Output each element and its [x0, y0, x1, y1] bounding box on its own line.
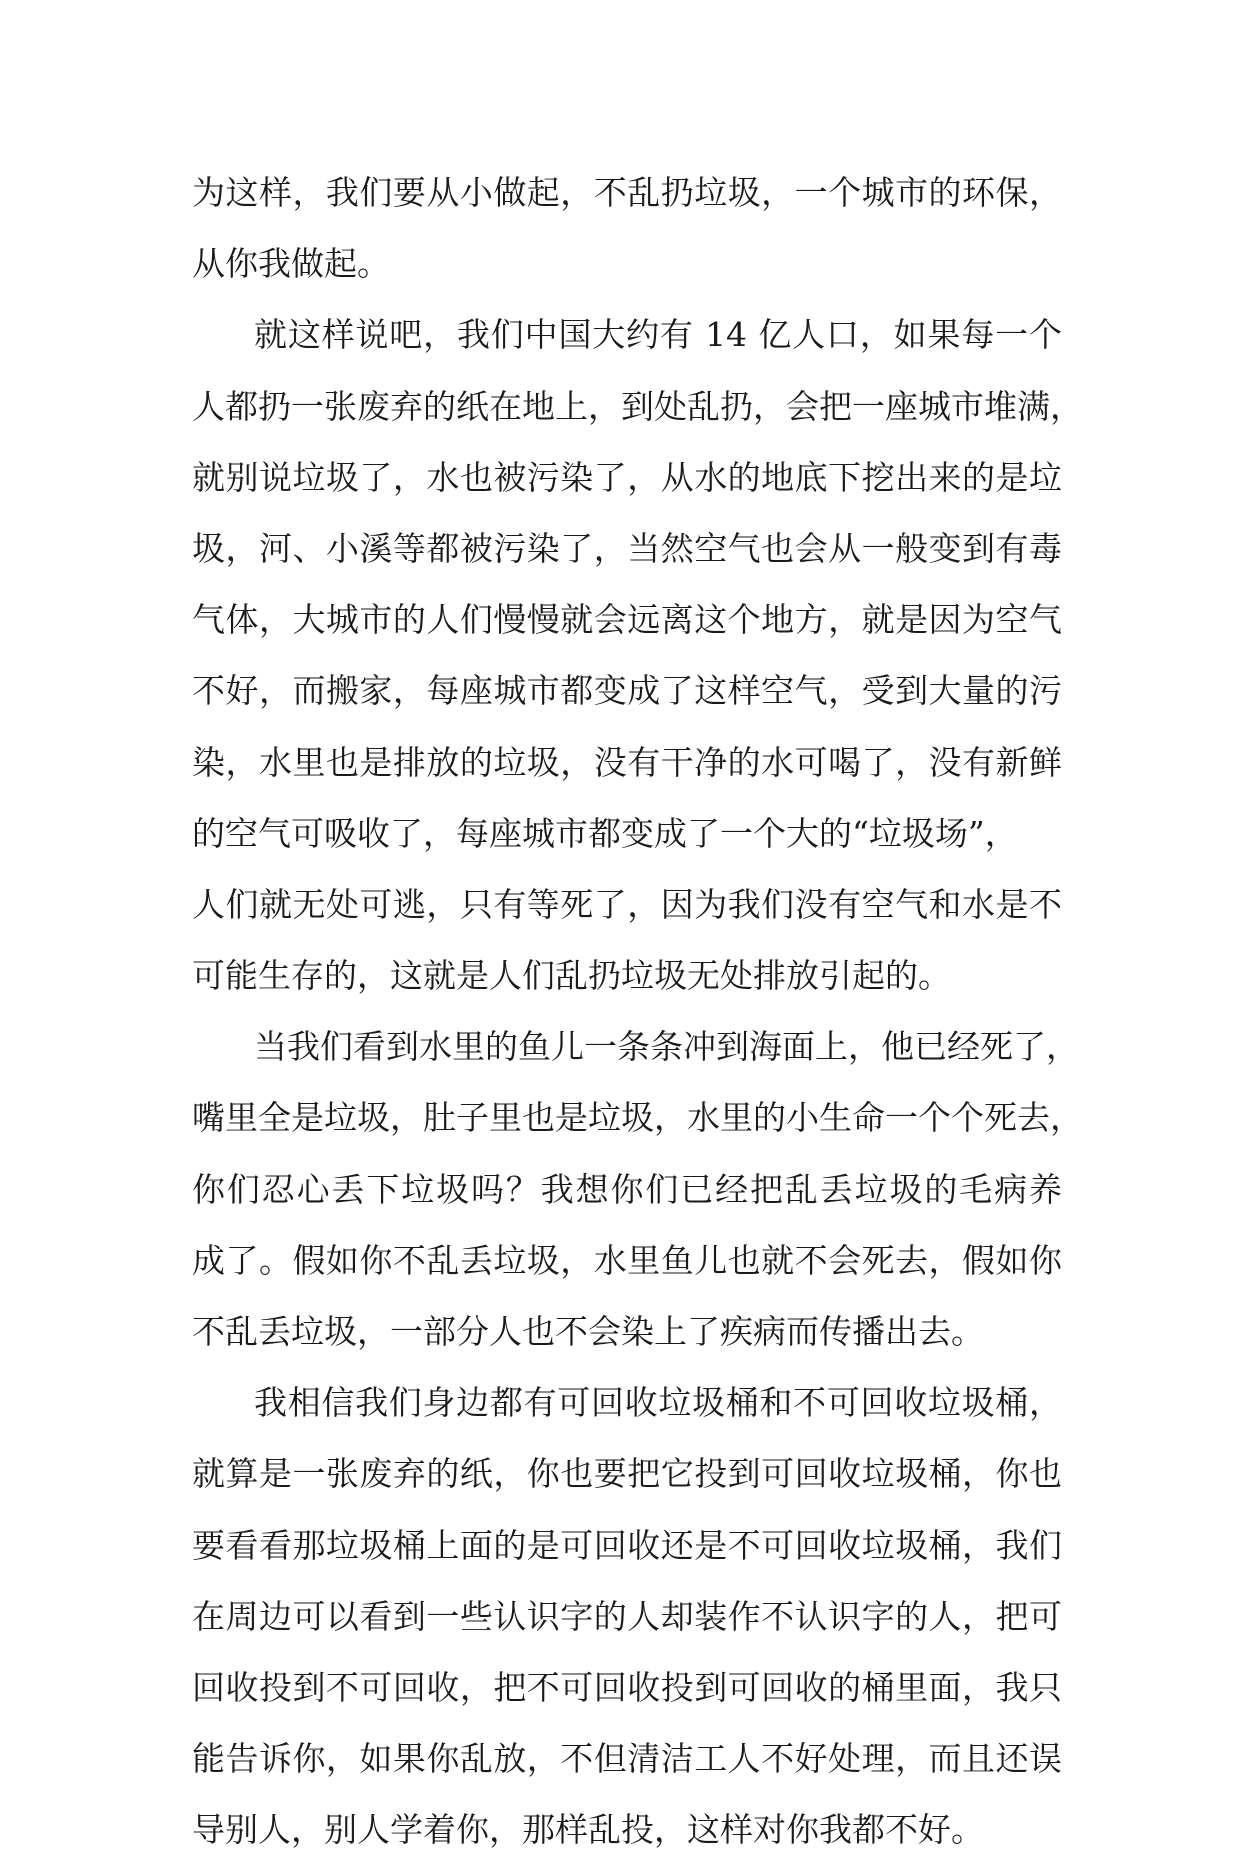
text-line: 嘴里全是垃圾，肚子里也是垃圾，水里的小生命一个个死去，: [192, 1098, 1083, 1138]
text-line: 从你我做起。: [192, 244, 390, 284]
text-line: 人们就无处可逃，只有等死了，因为我们没有空气和水是不: [192, 884, 1062, 924]
text-line: 人都扔一张废弃的纸在地上，到处乱扔，会把一座城市堆满，: [192, 386, 1083, 426]
text-line: 成了。假如你不乱丢垃圾，水里鱼儿也就不会死去，假如你: [192, 1240, 1062, 1280]
text-line: 圾，河、小溪等都被污染了，当然空气也会从一般变到有毒: [192, 528, 1062, 568]
text-line: 就别说垃圾了，水也被污染了，从水的地底下挖出来的是垃: [192, 457, 1062, 497]
text-line: 要看看那垃圾桶上面的是可回收还是不可回收垃圾桶，我们: [192, 1525, 1062, 1565]
text-line: 在周边可以看到一些认识字的人却装作不认识字的人，把可: [192, 1596, 1062, 1636]
text-line: 你们忍心丢下垃圾吗？我想你们已经把乱丢垃圾的毛病养: [192, 1169, 1062, 1209]
text-line: 回收投到不可回收，把不可回收投到可回收的桶里面，我只: [192, 1667, 1062, 1707]
text-line: 就这样说吧，我们中国大约有 14 亿人口，如果每一个: [254, 315, 1062, 355]
paragraph: [192, 1367, 1062, 1865]
text-line: 的空气可吸收了，每座城市都变成了一个大的“垃圾场”，: [192, 813, 1018, 853]
text-line: 就算是一张废弃的纸，你也要把它投到可回收垃圾桶，你也: [192, 1454, 1062, 1494]
text-line: 不乱丢垃圾，一部分人也不会染上了疾病而传播出去。: [192, 1312, 984, 1351]
text-line: 为这样，我们要从小做起，不乱扔垃圾，一个城市的环保，: [192, 173, 1062, 212]
text-line: 导别人，别人学着你，那样乱投，这样对你我都不好。: [192, 1810, 984, 1850]
document-body: [192, 157, 1083, 1866]
paragraph: [192, 157, 1062, 299]
text-line: 能告诉你，如果你乱放，不但清洁工人不好处理，而且还误: [192, 1739, 1062, 1779]
text-line: 不好，而搬家，每座城市都变成了这样空气，受到大量的污: [192, 671, 1062, 711]
text-line: 当我们看到水里的鱼儿一条条冲到海面上，他已经死了，: [254, 1027, 1079, 1067]
paragraph: [192, 299, 1083, 1011]
text-line: 我相信我们身边都有可回收垃圾桶和不可回收垃圾桶，: [254, 1383, 1062, 1423]
text-line: 染，水里也是排放的垃圾，没有干净的水可喝了，没有新鲜: [192, 742, 1062, 782]
text-line: 气体，大城市的人们慢慢就会远离这个地方，就是因为空气: [192, 600, 1062, 640]
paragraph: [192, 1011, 1083, 1367]
text-line: 可能生存的，这就是人们乱扔垃圾无处排放引起的。: [192, 956, 951, 996]
